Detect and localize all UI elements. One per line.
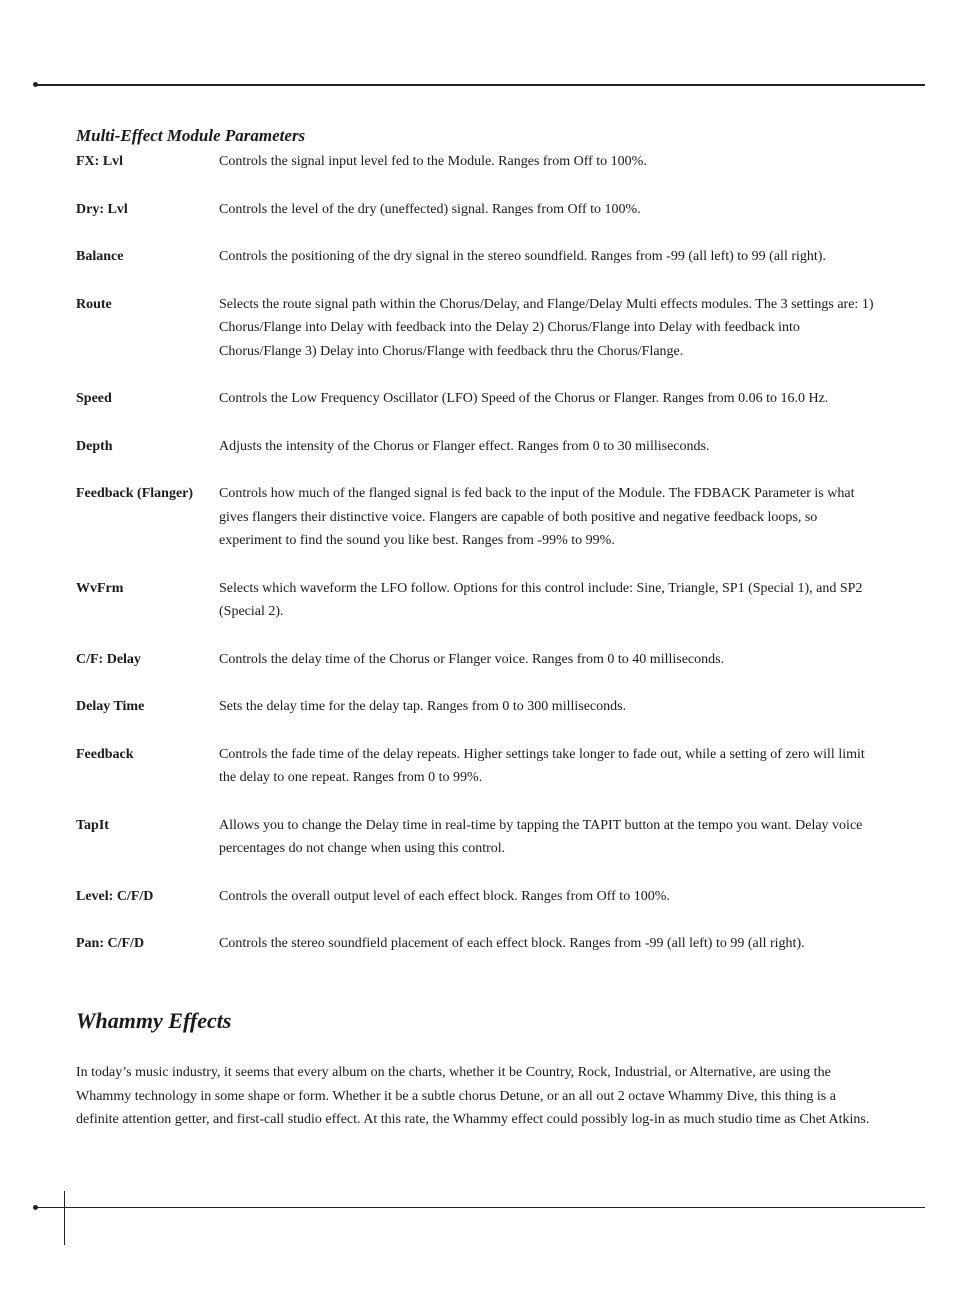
param-name: WvFrm bbox=[76, 580, 124, 596]
param-row bbox=[76, 482, 876, 553]
param-row bbox=[76, 577, 876, 624]
param-name: Depth bbox=[76, 438, 113, 454]
param-row bbox=[76, 150, 876, 174]
param-desc: Controls the stereo soundfield placement of each effect block. Ranges from -99 (all left) to 99 (all right). bbox=[219, 936, 805, 951]
param-name: Pan: C/F/D bbox=[76, 936, 145, 951]
param-desc: Controls the overall output level of each effect block. Ranges from Off to 100%. bbox=[219, 888, 670, 904]
param-desc: Controls how much of the flanged signal is fed back to the input of the Module. The FDBACK Parameter is what gives flangers their distinctive voice. Flangers are capable of both positive and negative feedback loops, so experiment to find the sound you like best. Ranges from -99% to 99%. bbox=[219, 486, 855, 548]
top-rule bbox=[36, 84, 925, 86]
param-desc: Sets the delay time for the delay tap. Ranges from 0 to 300 milliseconds. bbox=[219, 699, 627, 714]
param-desc: Controls the positioning of the dry signal in the stereo soundfield. Ranges from -99 (all left) to 99 (all right). bbox=[219, 249, 826, 264]
param-row bbox=[76, 885, 876, 909]
param-row bbox=[76, 387, 876, 411]
param-name: Route bbox=[76, 296, 112, 312]
section-heading: Multi-Effect Module Parameters bbox=[76, 126, 306, 145]
param-row bbox=[76, 648, 876, 672]
param-row bbox=[76, 814, 876, 861]
bottom-rule bbox=[36, 1207, 925, 1208]
whammy-paragraph: In today’s music industry, it seems that every album on the charts, whether it be Country, Rock, Industrial, or Alternative, are using the Whammy technology in some shape or form. Whether it be a subtle chorus Detune, or an all out 2 octave Whammy Dive, this thing is a definite attention getter, and first-call studio effect. At this rate, the Whammy effect could possibly log-in as much studio time as Chet Atkins. bbox=[76, 1065, 870, 1127]
param-row bbox=[76, 293, 876, 364]
param-row bbox=[76, 435, 876, 459]
param-name: C/F: Delay bbox=[76, 651, 141, 667]
param-desc: Selects the route signal path within the Chorus/Delay, and Flange/Delay Multi effects modules. The 3 settings are: 1) Chorus/Flange into Delay with feedback into the Delay 2) Chorus/Flange into Delay with feedback into Chorus/Flange 3) Delay into Chorus/Flange with feedback thru the Chorus/Flange. bbox=[219, 296, 874, 359]
param-name: TapIt bbox=[76, 817, 109, 833]
param-name: Feedback (Flanger) bbox=[76, 486, 194, 501]
param-name: Level: C/F/D bbox=[76, 888, 154, 904]
param-row bbox=[76, 932, 876, 956]
param-desc: Controls the fade time of the delay repeats. Higher settings take longer to fade out, while a setting of zero will limit the delay to one repeat. Ranges from 0 to 99%. bbox=[219, 746, 865, 785]
param-desc: Allows you to change the Delay time in real-time by tapping the TAPIT button at the tempo you want. Delay voice percentages do not change when using this control. bbox=[219, 817, 863, 856]
param-name: Dry: Lvl bbox=[76, 201, 128, 217]
param-name: Feedback bbox=[76, 746, 134, 762]
param-desc: Controls the Low Frequency Oscillator (LFO) Speed of the Chorus or Flanger. Ranges from 0.06 to 16.0 Hz. bbox=[219, 391, 829, 406]
param-desc: Controls the delay time of the Chorus or Flanger voice. Ranges from 0 to 40 milliseconds. bbox=[219, 651, 725, 667]
param-row bbox=[76, 743, 876, 790]
param-desc: Adjusts the intensity of the Chorus or Flanger effect. Ranges from 0 to 30 milliseconds. bbox=[219, 438, 710, 454]
parameter-list bbox=[76, 150, 876, 980]
bottom-vertical-rule bbox=[64, 1191, 65, 1245]
param-row bbox=[76, 695, 876, 719]
whammy-heading: Whammy Effects bbox=[76, 1008, 232, 1033]
param-row bbox=[76, 198, 876, 222]
param-desc: Selects which waveform the LFO follow. Options for this control include: Sine, Triangle, SP1 (Special 1), and SP2 (Special 2). bbox=[219, 580, 863, 619]
param-name: FX: Lvl bbox=[76, 154, 124, 169]
param-row bbox=[76, 245, 876, 269]
param-name: Speed bbox=[76, 391, 112, 406]
param-name: Delay Time bbox=[76, 699, 145, 714]
param-name: Balance bbox=[76, 249, 124, 264]
param-desc: Controls the signal input level fed to the Module. Ranges from Off to 100%. bbox=[219, 154, 647, 169]
param-desc: Controls the level of the dry (uneffected) signal. Ranges from Off to 100%. bbox=[219, 201, 641, 217]
